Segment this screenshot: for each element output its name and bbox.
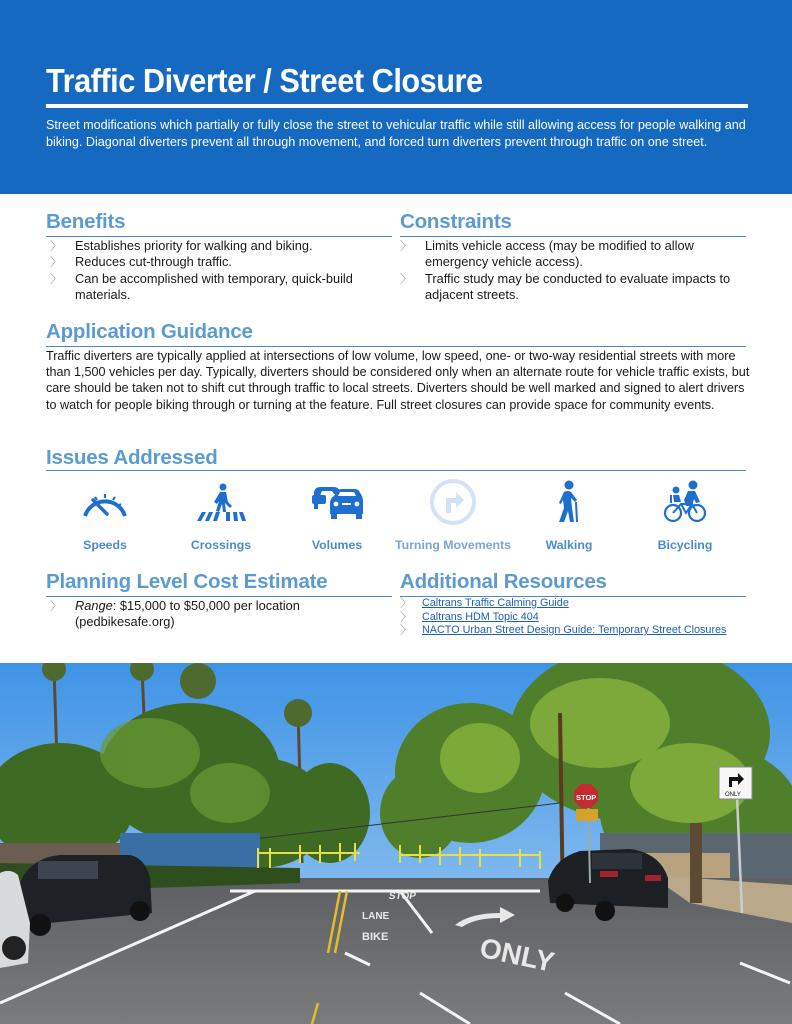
chevron-right-icon: 〉 [50,255,63,270]
svg-text:STOP: STOP [576,793,597,802]
issue-bicycling: Bicycling [620,478,750,552]
constraint-item: 〉 Traffic study may be conducted to evaluate impacts to adjacent streets. [400,270,731,302]
issues-addressed-divider [46,470,746,471]
constraints-list [396,238,746,303]
benefits-list [46,238,376,303]
cost-range-item [46,598,366,631]
chevron-right-icon: 〉 [50,239,63,253]
issues-addressed-heading: Issues Addressed [46,446,218,469]
header-banner [0,0,792,194]
constraints-divider [400,236,746,237]
issue-speeds: Speeds [40,478,170,552]
benefit-item: 〉 Reduces cut-through traffic. [50,254,232,270]
chevron-right-icon: 〉 [400,609,413,624]
issue-crossings: Crossings [156,478,286,552]
resource-item [396,597,756,611]
resource-item [396,611,756,625]
application-guidance-text: Traffic diverters are typically applied at intersections of low volume, low speed, one- or two-way residential streets with more than 1,500 vehicles per day. Typically, diverters should be considered only when an alternate route for vehicle traffic exists, but care should be taken not to shift cut through traffic to local streets. Diverters should be well marked and signed to alert drivers to watch for people biking through or turning at the feature. Full street closures can provide space for community events. [46,349,750,412]
issues-grid [46,478,746,558]
chevron-right-icon: 〉 [400,596,413,610]
application-guidance-divider [46,346,746,347]
crosswalk-pedestrian-icon [156,478,286,526]
link-caltrans-traffic-calming-guide[interactable]: Caltrans Traffic Calming Guide [422,597,569,609]
benefit-item: 〉 Can be accomplished with temporary, quick-build materials. [50,270,353,302]
svg-text:LANE: LANE [362,911,390,922]
application-guidance-heading: Application Guidance [46,320,253,343]
svg-text:ONLY: ONLY [725,792,741,798]
chevron-right-icon: 〉 [400,239,413,253]
range-label: Range [75,598,113,613]
benefits-divider [46,236,392,237]
issue-volumes: Volumes [272,478,402,552]
issue-walking: Walking [504,478,634,552]
link-nacto-temporary-street-closures[interactable]: NACTO Urban Street Design Guide: Temporary Street Closures [422,624,727,636]
walking-cane-icon [504,478,634,526]
turn-right-arrow-icon [388,478,518,526]
resource-item [396,624,756,638]
svg-text:STOP: STOP [387,891,417,902]
chevron-right-icon: 〉 [400,271,413,286]
speedometer-icon [40,478,170,526]
cost-estimate-list [46,598,366,631]
issue-turning-movements: Turning Movements [388,478,518,552]
title-divider [46,104,748,108]
cost-estimate-heading: Planning Level Cost Estimate [46,570,328,593]
constraints-heading: Constraints [400,210,512,233]
benefits-heading: Benefits [46,210,126,233]
page-title: Traffic Diverter / Street Closure [46,62,483,99]
svg-text:ONLY: ONLY [477,931,558,978]
chevron-right-icon: 〉 [50,599,63,613]
svg-text:BIKE: BIKE [362,931,389,943]
link-caltrans-hdm-topic-404[interactable]: Caltrans HDM Topic 404 [422,610,539,623]
cars-icon [272,478,402,526]
benefit-item: 〉 Establishes priority for walking and biking. [50,238,313,253]
chevron-right-icon: 〉 [50,271,63,286]
bicycle-riders-icon [620,478,750,526]
range-value: : $15,000 to $50,000 per location (pedbikesafe.org) [75,598,300,630]
street-diverter-photo [0,663,792,1024]
cost-estimate-divider [46,596,392,597]
page-description: Street modifications which partially or fully close the street to vehicular traffic while still allowing access for people walking and biking. Diagonal diverters prevent all through movement, and forced turn diverters prevent through traffic on one street. [46,118,746,149]
chevron-right-icon: 〉 [400,623,413,637]
constraint-item: 〉 Limits vehicle access (may be modified to allow emergency vehicle access). [400,238,694,270]
additional-resources-heading: Additional Resources [400,570,607,593]
resources-list [396,597,756,638]
